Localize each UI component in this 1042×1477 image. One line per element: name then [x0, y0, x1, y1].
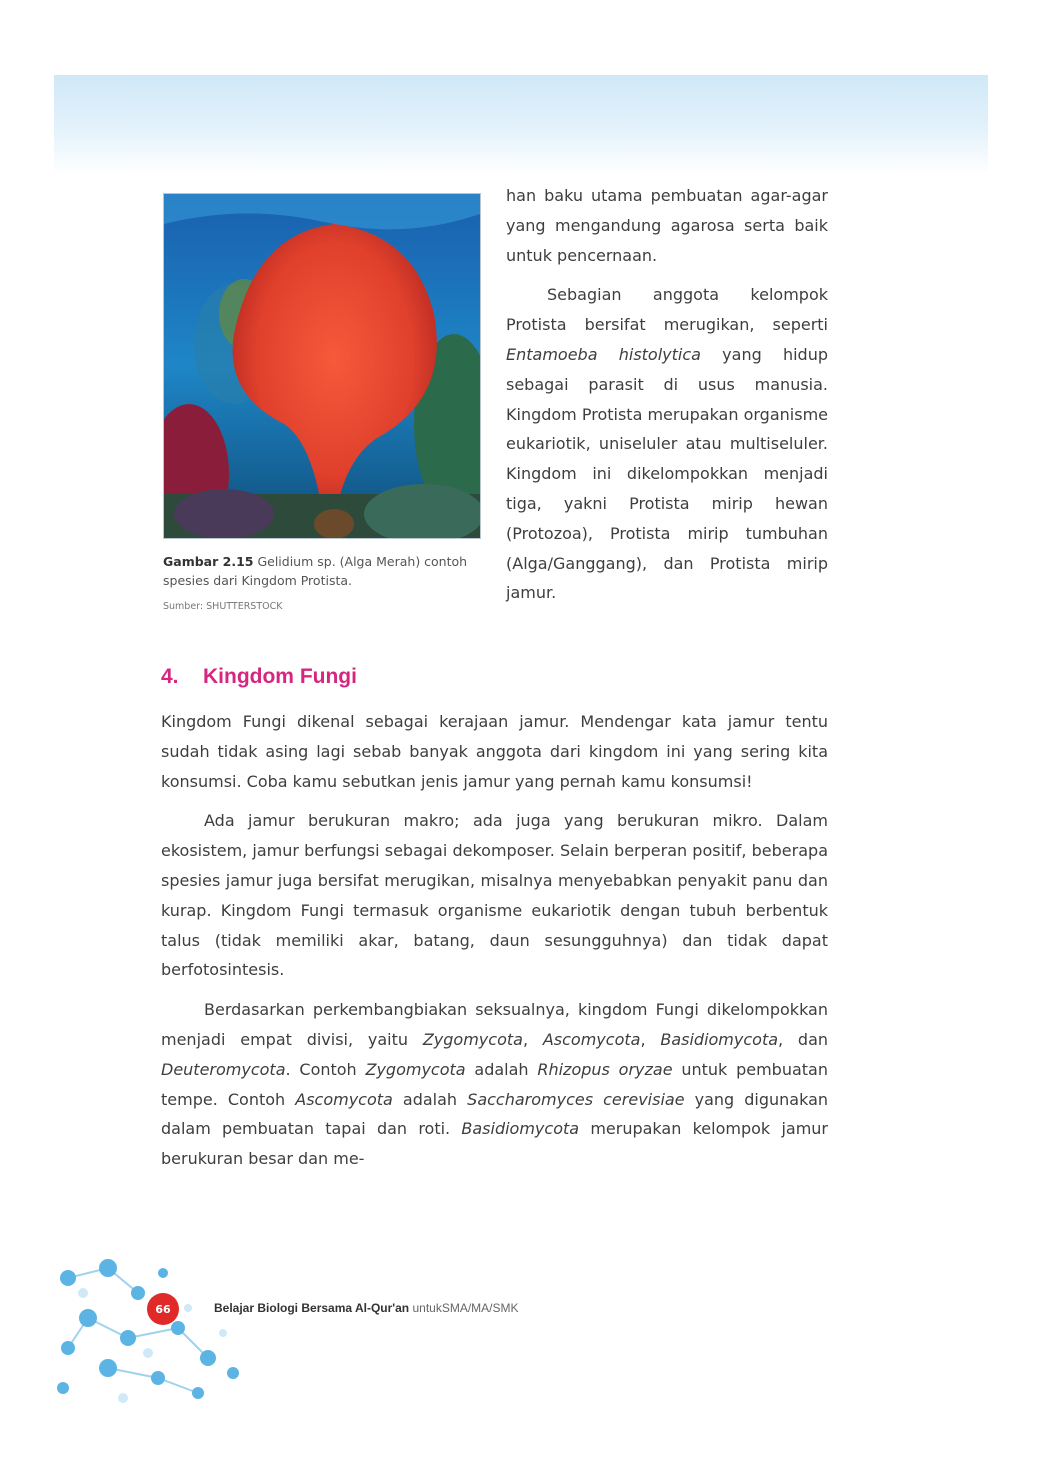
- paragraph: Sebagian anggota kelompok Protista bersifat merugikan, seperti Entamoeba histolytica yang hidup sebagai parasit di usus manusia. Kingdom Protista merupakan organisme eukariotik, uniseluler atau multiseluler. Kingdom ini dikelompokkan menjadi tiga, yakni Protista mirip hewan (Protozoa), Protista mirip tumbuhan (Alga/Ganggang), dan Protista mirip jamur.: [506, 285, 829, 603]
- figure-caption-text: Gelidium sp. (Alga Merah) contoh spesies dari Kingdom Protista.: [163, 554, 468, 588]
- molecule-decoration-icon: [48, 1248, 248, 1408]
- section-heading: [161, 665, 357, 689]
- right-column-text: [506, 181, 828, 608]
- page-number: 66: [147, 1293, 179, 1325]
- section-number: 4.: [161, 665, 179, 688]
- body-text: [161, 707, 828, 1174]
- red-algae-photo: [163, 193, 481, 539]
- figure-source: Sumber: SHUTTERSTOCK: [163, 601, 283, 612]
- book-level: SMA/MA/SMK: [441, 1301, 519, 1315]
- paragraph: Ada jamur berukuran makro; ada juga yang berukuran mikro. Dalam ekosistem, jamur berfungsi sebagai dekomposer. Selain berperan positif, beberapa spesies jamur juga bersifat merugikan, misalnya menyebabkan penyakit panu dan kurap. Kingdom Fungi termasuk organisme eukariotik dengan tubuh berbentuk talus (tidak memiliki akar, batang, daun sesungguhnya) dan tidak dapat berfotosintesis.: [161, 811, 828, 980]
- section-title: Kingdom Fungi: [203, 665, 357, 688]
- footer-book-title: [214, 1301, 519, 1315]
- book-title: Belajar Biologi Bersama Al-Qur'an: [214, 1301, 410, 1315]
- header-band: [54, 75, 988, 175]
- figure-caption: [163, 552, 483, 590]
- book-title-suffix: untuk: [412, 1301, 442, 1315]
- paragraph: Kingdom Fungi dikenal sebagai kerajaan jamur. Mendengar kata jamur tentu sudah tidak asing lagi sebab banyak anggota dari kingdom ini yang sering kita konsumsi. Coba kamu sebutkan jenis jamur yang pernah kamu konsumsi!: [161, 712, 828, 791]
- paragraph: han baku utama pembuatan agar-agar yang mengandung agarosa serta baik untuk pencernaan.: [506, 186, 828, 265]
- figure-label: Gambar 2.15: [163, 554, 254, 569]
- paragraph: Berdasarkan perkembangbiakan seksualnya, kingdom Fungi dikelompokkan menjadi empat divisi, yaitu Zygomycota, Ascomycota, Basidiomycota, dan Deuteromycota. Contoh Zygomycota adalah Rhizopus oryzae untuk pembuatan tempe. Contoh Ascomycota adalah Saccharomyces cerevisiae yang digunakan dalam pembuatan tapai dan roti. Basidiomycota merupakan kelompok jamur berukuran besar dan me-: [161, 1000, 829, 1169]
